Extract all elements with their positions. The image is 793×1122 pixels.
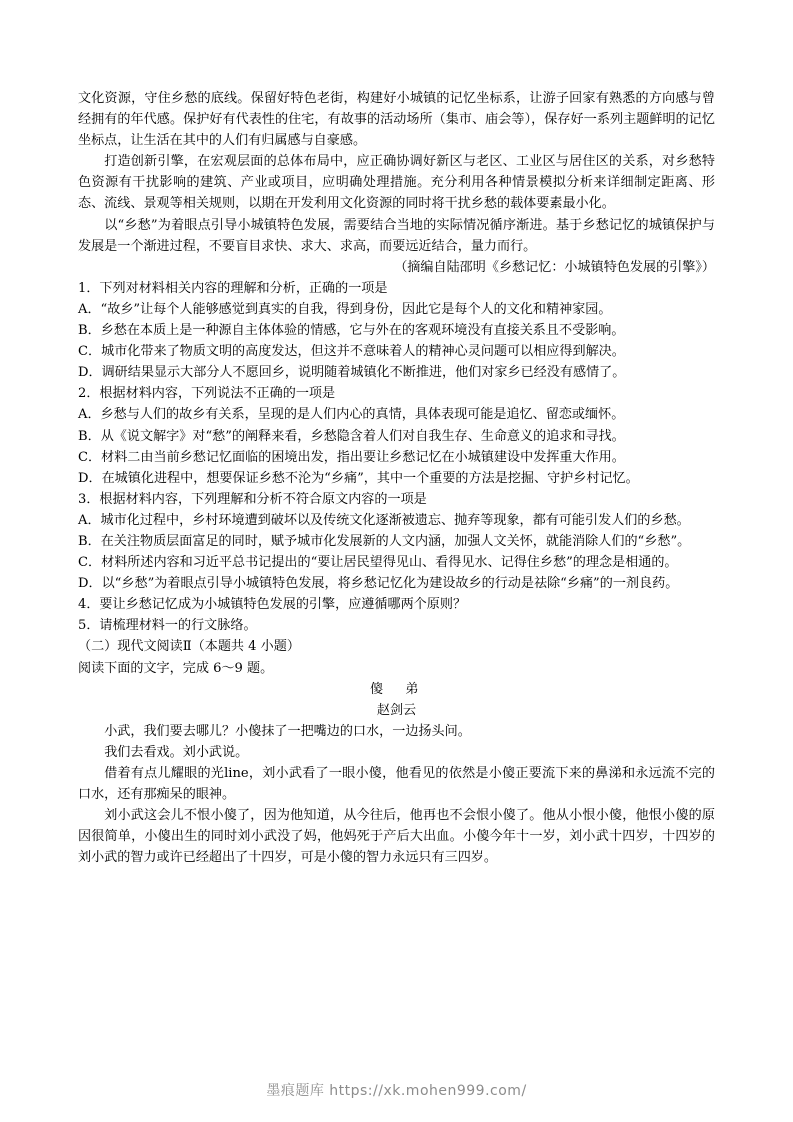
document-body bbox=[78, 88, 715, 868]
question-3-option-b: B．在关注物质层面富足的同时，赋予城市化发展新的人文内涵，加强人文关怀，就能消除人们的“乡愁”。 bbox=[78, 533, 691, 549]
passage-title: 傻 弟 bbox=[369, 681, 424, 697]
paragraph: 借着有点儿耀眼的光line，刘小武看了一眼小傻，他看见的依然是小傻正要流下来的鼻涕和永远流不完的口水，还有那痴呆的眼神。 bbox=[78, 766, 715, 803]
question-1-option-a: A．“故乡”让每个人能够感觉到真实的自我，得到身份，因此它是每个人的文化和精神家园。 bbox=[78, 301, 612, 317]
paragraph: 文化资源，守住乡愁的底线。保留好特色老街，构建好小城镇的记忆坐标系，让游子回家有熟悉的方向感与曾经拥有的年代感。保护好有代表性的住宅，有故事的活动场所（集市、庙会等），保存好一系列主题鲜明的记忆坐标点，让生活在其中的人们有归属感与自豪感。 bbox=[78, 91, 715, 149]
watermark: 墨痕题库 https://xk.mohen999.com/ bbox=[266, 1083, 527, 1099]
question-4-stem: 4．要让乡愁记忆成为小城镇特色发展的引擎，应遵循哪两个原则？ bbox=[78, 597, 467, 613]
question-1-stem: 1．下列对材料相关内容的理解和分析，正确的一项是 bbox=[78, 280, 388, 296]
question-2-option-c: C．材料二由当前乡愁记忆面临的困境出发，指出要让乡愁记忆在小城镇建设中发挥重大作用。 bbox=[78, 449, 625, 465]
question-2-option-d: D．在城镇化进程中，想要保证乡愁不沦为“乡痛”，其中一个重要的方法是挖掘、守护乡村记忆。 bbox=[78, 470, 639, 486]
question-3-stem: 3．根据材料内容，下列理解和分析不符合原文内容的一项是 bbox=[78, 491, 427, 507]
section-heading: （二）现代文阅读Ⅱ（本题共 4 小题） bbox=[78, 639, 300, 655]
question-1-option-b: B．乡愁在本质上是一种源自主体体验的情感，它与外在的客观环境没有直接关系且不受影响。 bbox=[78, 323, 625, 339]
question-2-stem: 2．根据材料内容，下列说法不正确的一项是 bbox=[78, 386, 336, 402]
paragraph: 以“乡愁”为着眼点引导小城镇特色发展，需要结合当地的实际情况循序渐进。基于乡愁记忆的城镇保护与发展是一个渐进过程，不要盲目求快、求大、求高，而要远近结合，量力而行。 bbox=[78, 217, 715, 254]
reading-instruction: 阅读下面的文字，完成 6～9 题。 bbox=[78, 660, 274, 676]
question-3-option-d: D．以“乡愁”为着眼点引导小城镇特色发展，将乡愁记忆化为建设故乡的行动是祛除“乡痛”的一剂良药。 bbox=[78, 576, 679, 592]
passage-author: 赵剑云 bbox=[376, 702, 417, 718]
paragraph: 刘小武这会儿不恨小傻了，因为他知道，从今往后，他再也不会恨小傻了。他从小恨小傻，他恨小傻的原因很简单，小傻出生的同时刘小武没了妈，他妈死于产后大出血。小傻今年十一岁，刘小武十四岁，十四岁的刘小武的智力或许已经超出了十四岁，可是小傻的智力永远只有三四岁。 bbox=[78, 808, 715, 866]
question-2-option-a: A．乡愁与人们的故乡有关系，呈现的是人们内心的真情，具体表现可能是追忆、留恋或缅怀。 bbox=[78, 407, 625, 423]
question-2-option-b: B．从《说文解字》对“愁”的阐释来看，乡愁隐含着人们对自我生存、生命意义的追求和寻找。 bbox=[78, 428, 625, 444]
question-3-option-a: A．城市化过程中，乡村环境遭到破坏以及传统文化逐渐被遗忘、抛弃等现象，都有可能引发人们的乡愁。 bbox=[78, 512, 690, 528]
paragraph: 小武，我们要去哪儿？小傻抹了一把嘴边的口水，一边扬头问。 bbox=[104, 723, 471, 739]
question-3-option-c: C．材料所述内容和习近平总书记提出的“要让居民望得见山、看得见水、记得住乡愁”的理念是相通的。 bbox=[78, 555, 678, 571]
question-5-stem: 5．请梳理材料一的行文脉络。 bbox=[78, 618, 257, 634]
source-attribution: （摘编自陆邵明《乡愁记忆：小城镇特色发展的引擎》） bbox=[394, 259, 715, 275]
question-1-option-c: C．城市化带来了物质文明的高度发达，但这并不意味着人的精神心灵问题可以相应得到解决。 bbox=[78, 344, 625, 360]
question-1-option-d: D．调研结果显示大部分人不愿回乡，说明随着城镇化不断推进，他们对家乡已经没有感情了。 bbox=[78, 365, 626, 381]
paragraph: 打造创新引擎，在宏观层面的总体布局中，应正确协调好新区与老区、工业区与居住区的关系，对乡愁特色资源有干扰影响的建筑、产业或项目，应明确处理措施。充分利用各种情景模拟分析来详细制定距离、形态、流线、景观等相关规则，以期在开发利用文化资源的同时将干扰乡愁的载体要素最小化。 bbox=[78, 154, 715, 212]
paragraph: 我们去看戏。刘小武说。 bbox=[104, 744, 249, 760]
